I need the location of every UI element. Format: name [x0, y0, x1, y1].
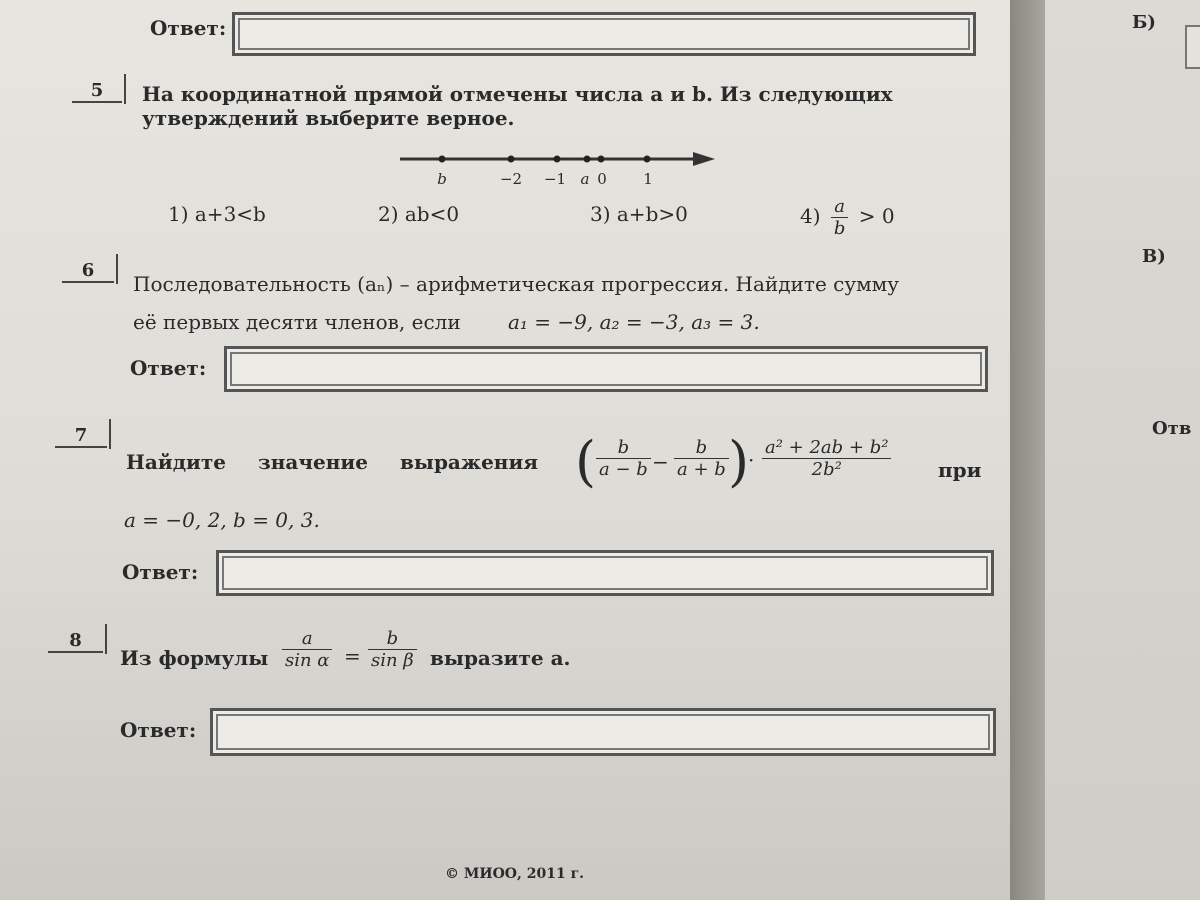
answer-label-q4: Ответ:	[150, 16, 227, 40]
q8-f2-denominator: sin β	[371, 650, 414, 671]
side-label-v: В)	[1142, 246, 1166, 267]
nl-label-zero: 0	[597, 170, 607, 188]
q7-dot: ·	[748, 448, 755, 472]
q8-f1-numerator: a	[282, 628, 332, 650]
answer-label-q6: Ответ:	[130, 356, 207, 380]
q7-f1-numerator: b	[596, 437, 651, 459]
q5-option-4[interactable]	[800, 196, 895, 239]
side-label-b: Б)	[1132, 12, 1156, 33]
answer-label-q7: Ответ:	[122, 560, 199, 584]
number-line-arrow	[693, 152, 715, 166]
side-label-answer: Отв	[1152, 418, 1192, 439]
q8-f1-denominator: sin α	[285, 650, 330, 671]
q7-values: a = −0, 2, b = 0, 3.	[124, 508, 320, 532]
question-number-8: 8	[48, 630, 103, 653]
q7-word-at: при	[938, 458, 982, 482]
q7-f3-denominator: 2b²	[811, 459, 842, 480]
q7-fraction-3	[758, 437, 895, 480]
q7-f2-denominator: a + b	[677, 459, 726, 480]
copyright-footer: © МИОО, 2011 г.	[445, 866, 585, 882]
answer-label-q8: Ответ:	[120, 718, 197, 742]
q8-equals: =	[344, 644, 361, 668]
answer-box-q6[interactable]	[224, 346, 988, 392]
q7-word-expression: выражения	[400, 450, 539, 474]
q8-fraction-1	[278, 628, 336, 671]
question-number-6: 6	[62, 260, 114, 283]
q6-text-line2: её первых десяти членов, если	[133, 310, 461, 334]
q5-text-line2: утверждений выберите верное.	[142, 106, 515, 130]
nl-label-b: b	[437, 170, 447, 188]
point-zero	[598, 156, 605, 163]
nl-label-one: 1	[643, 170, 653, 188]
q7-f3-numerator: a² + 2ab + b²	[762, 437, 891, 459]
point-one	[644, 156, 651, 163]
q5-option-3[interactable]: 3) a+b>0	[590, 202, 688, 226]
q5-opt4-numerator: a	[831, 196, 849, 218]
q7-f1-denominator: a − b	[599, 459, 648, 480]
adjacent-page	[1045, 0, 1200, 900]
answer-box-q4[interactable]	[232, 12, 976, 56]
q7-paren-left: (	[575, 430, 597, 493]
page-gap	[1010, 0, 1045, 900]
q5-option-1[interactable]: 1) a+3<b	[168, 202, 266, 226]
question-number-7: 7	[55, 425, 107, 448]
point-b	[439, 156, 446, 163]
q7-f2-numerator: b	[674, 437, 729, 459]
answer-box-q8[interactable]	[210, 708, 996, 756]
nl-label-minus1: −1	[543, 170, 567, 188]
q5-option-4-prefix: 4)	[800, 204, 821, 228]
side-answer-box	[1185, 25, 1200, 69]
q5-option-4-fraction	[831, 196, 849, 239]
q6-conditions: a₁ = −9, a₂ = −3, a₃ = 3.	[508, 310, 760, 334]
q5-option-2[interactable]: 2) ab<0	[378, 202, 460, 226]
q7-word-value: значение	[258, 450, 368, 474]
nl-label-minus2: −2	[499, 170, 523, 188]
point-minus1	[554, 156, 561, 163]
q8-f2-numerator: b	[368, 628, 417, 650]
q5-opt4-denominator: b	[833, 218, 846, 239]
q7-fraction-1	[592, 437, 655, 480]
q8-suffix: выразите a.	[430, 646, 571, 670]
q7-fraction-2	[670, 437, 733, 480]
nl-label-a: a	[580, 170, 590, 188]
q6-text-line1: Последовательность (aₙ) – арифметическая прогрессия. Найдите сумму	[133, 272, 899, 296]
q5-text-line1: На координатной прямой отмечены числа a и b. Из следующих	[142, 82, 893, 106]
point-a	[584, 156, 591, 163]
q5-option-4-suffix: > 0	[858, 204, 895, 228]
q8-fraction-2	[364, 628, 421, 671]
point-minus2	[508, 156, 515, 163]
q7-minus: −	[652, 450, 669, 474]
q7-word-find: Найдите	[126, 450, 226, 474]
q8-prefix: Из формулы	[120, 646, 269, 670]
q7-paren-right: )	[728, 430, 750, 493]
answer-box-q7[interactable]	[216, 550, 994, 596]
question-number-5: 5	[72, 80, 122, 103]
